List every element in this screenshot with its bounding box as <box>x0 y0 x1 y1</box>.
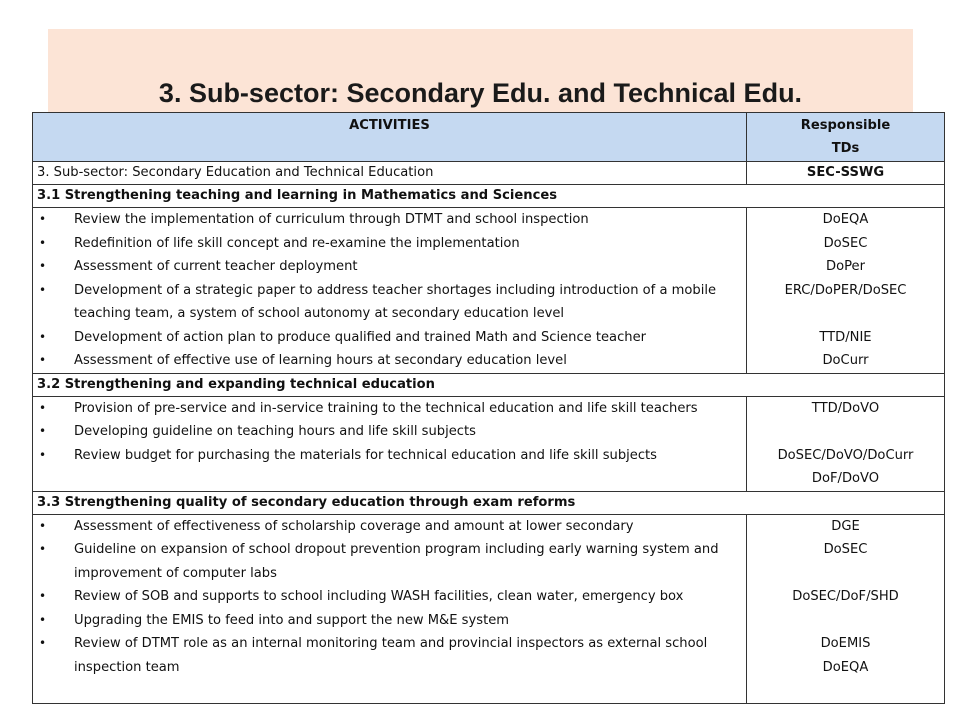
activity-list <box>37 208 742 373</box>
responsible-td: DoEQA <box>822 212 869 227</box>
responsible-td: DoCurr <box>822 353 869 368</box>
responsible-td: ERC/DoPER/DoSEC <box>784 282 907 298</box>
section-body-row <box>33 208 945 374</box>
activity-item: • Review budget for purchasing the materials for technical education and life skill subjects <box>37 444 742 468</box>
activity-item: • Review of SOB and supports to school including WASH facilities, clean water, emergency box <box>37 585 742 609</box>
section-body-row <box>33 396 945 491</box>
section-heading: 3.1 Strengthening teaching and learning in Mathematics and Sciences <box>33 185 945 208</box>
activity-item: • Development of action plan to produce qualified and trained Math and Science teacher <box>37 326 742 350</box>
subsector-label: 3. Sub-sector: Secondary Education and Technical Education <box>33 162 747 185</box>
activity-item: • Developing guideline on teaching hours and life skill subjects <box>37 420 742 444</box>
activity-list-cell <box>33 396 747 491</box>
responsible-spacer <box>751 609 940 633</box>
responsible-td: DGE <box>831 518 860 534</box>
activity-item: • Development of a strategic paper to address teacher shortages including introduction of a mobile teaching team, a system of school autonomy at secondary education level <box>37 279 742 326</box>
responsible-spacer <box>751 679 940 703</box>
activity-list <box>37 515 742 680</box>
responsible-td: DoPer <box>826 259 865 274</box>
responsible-spacer <box>751 302 940 326</box>
activity-item: • Assessment of effectiveness of scholarship coverage and amount at lower secondary <box>37 515 742 539</box>
responsible-td: DoEQA <box>822 659 869 675</box>
section-heading: 3.3 Strengthening quality of secondary education through exam reforms <box>33 491 945 514</box>
subsector-responsible: SEC-SSWG <box>747 162 945 185</box>
page-title: 3. Sub-sector: Secondary Edu. and Technical Edu. <box>158 78 803 108</box>
responsible-cell <box>747 208 945 374</box>
activity-item: • Review the implementation of curriculum through DTMT and school inspection <box>37 208 742 232</box>
section-heading-row <box>33 373 945 396</box>
section-heading-row <box>33 185 945 208</box>
responsible-td: DoSEC/DoF/SHD <box>792 589 899 604</box>
responsible-td: DoEMIS <box>820 636 871 651</box>
activity-item: • Upgrading the EMIS to feed into and support the new M&E system <box>37 609 742 633</box>
activities-header: ACTIVITIES <box>33 113 747 162</box>
responsible-cell <box>747 396 945 491</box>
responsible-header-line2: TDs <box>831 141 860 156</box>
responsible-header-line1: Responsible <box>800 118 891 133</box>
activity-item: • Review of DTMT role as an internal monitoring team and provincial inspectors as external school inspection team <box>37 632 742 679</box>
activity-list-cell <box>33 514 747 703</box>
responsible-spacer <box>751 562 940 586</box>
section-body-row <box>33 514 945 703</box>
responsible-td: DoSEC/DoVO/DoCurr <box>777 447 914 463</box>
responsible-td: TTD/DoVO <box>811 400 880 416</box>
activity-item: • Redefinition of life skill concept and re-examine the implementation <box>37 232 742 256</box>
responsible-td: DoSEC <box>823 542 868 557</box>
activity-list-cell <box>33 208 747 374</box>
subsector-row <box>33 162 945 185</box>
activity-item: • Provision of pre-service and in-service training to the technical education and life skill teachers <box>37 397 742 421</box>
activity-list <box>37 397 742 468</box>
activity-item: • Guideline on expansion of school dropout prevention program including early warning system and improvement of computer labs <box>37 538 742 585</box>
responsible-cell <box>747 514 945 703</box>
activities-table <box>32 112 945 704</box>
responsible-td: TTD/NIE <box>819 329 872 345</box>
section-heading: 3.2 Strengthening and expanding technical education <box>33 373 945 396</box>
table-header-row <box>33 113 945 162</box>
responsible-spacer <box>751 420 940 444</box>
responsible-td: DoF/DoVO <box>811 471 880 486</box>
responsible-td: DoSEC <box>823 235 868 251</box>
section-heading-row <box>33 491 945 514</box>
responsible-header <box>747 113 945 162</box>
activity-item: • Assessment of effective use of learning hours at secondary education level <box>37 349 742 373</box>
activity-item: • Assessment of current teacher deployment <box>37 255 742 279</box>
